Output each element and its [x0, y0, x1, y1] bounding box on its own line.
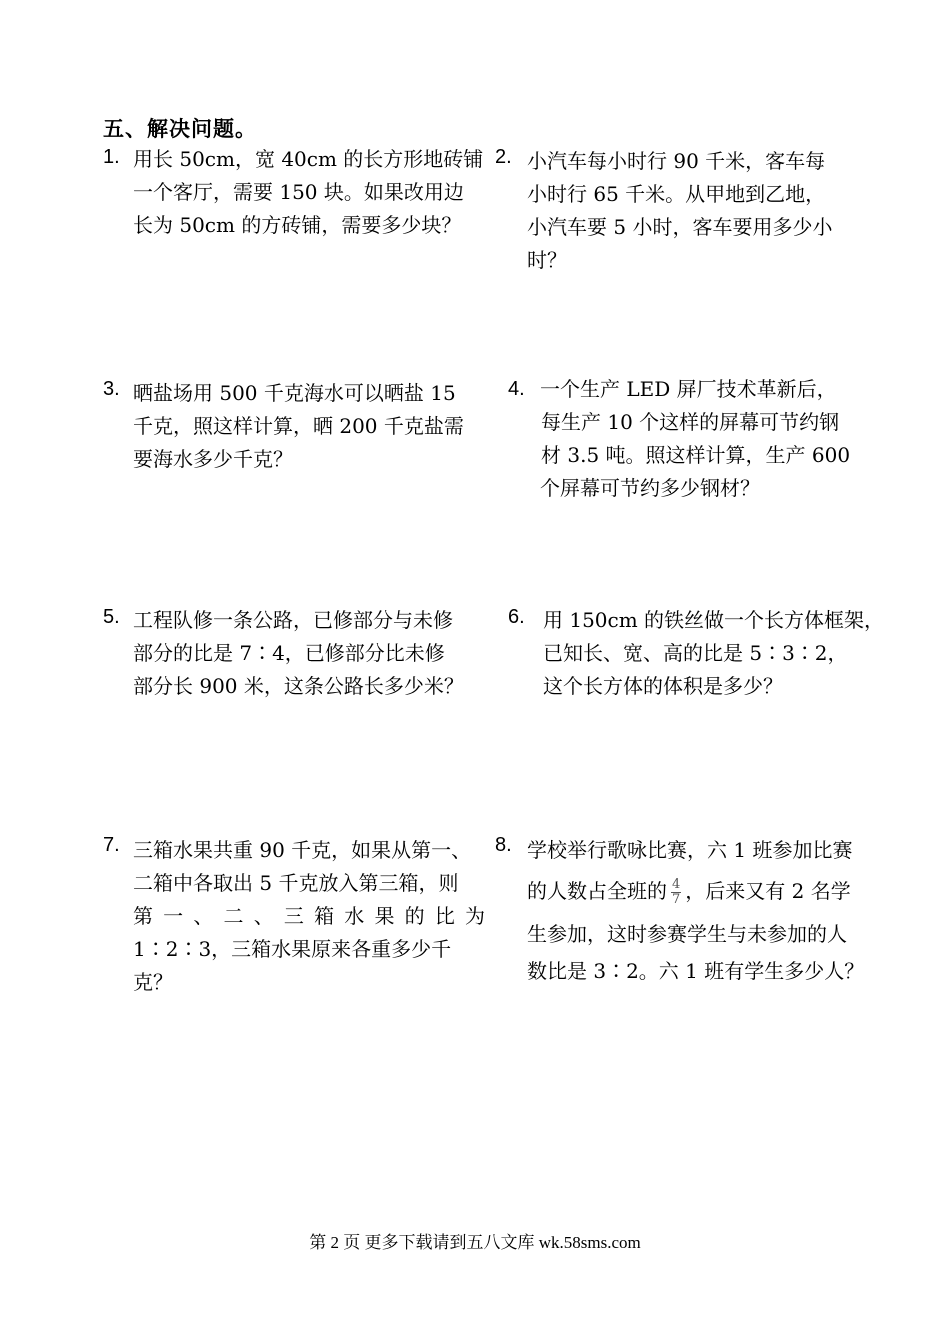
fraction-denominator: 7: [672, 892, 681, 907]
problem-7-line: 1∶2∶3，三箱水果原来各重多少千: [133, 937, 452, 961]
problem-8-line: [527, 868, 864, 914]
problem-2-line: 小汽车每小时行 90 千米，客车每: [527, 149, 826, 173]
problem-2-line: 时？: [527, 248, 567, 272]
problem-8-line: 学校举行歌咏比赛，六 1 班参加比赛: [527, 838, 853, 862]
problem-5-line: 工程队修一条公路，已修部分与未修: [133, 608, 453, 632]
problem-5-line: 部分的比是 7∶4，已修部分比未修: [133, 641, 445, 665]
problem-8-number: 8.: [495, 834, 512, 856]
fraction-four-sevenths: [671, 878, 681, 907]
problem-6: [543, 604, 884, 703]
problem-4: [540, 373, 850, 505]
problem-3: [133, 377, 464, 476]
page-footer: 第 2 页 更多下载请到五八文库 wk.58sms.com: [309, 1233, 641, 1252]
problem-5-number: 5.: [103, 606, 120, 628]
problem-1-line: 长为 50cm 的方砖铺，需要多少块？: [133, 213, 462, 237]
problem-7-line: 第一、二、三箱水果的比为: [133, 904, 485, 928]
problem-7-number: 7.: [103, 834, 120, 856]
problem-8-line: 数比是 3∶2。六 1 班有学生多少人？: [527, 959, 865, 983]
problem-3-line: 要海水多少千克？: [133, 447, 293, 471]
fraction-numerator: 4: [672, 877, 681, 892]
problem-4-line: 个屏幕可节约多少钢材？: [540, 476, 760, 500]
problem-6-number: 6.: [508, 606, 525, 628]
problem-4-line: 每生产 10 个这样的屏幕可节约钢: [541, 410, 840, 434]
problem-2-line: 小时行 65 千米。从甲地到乙地，: [527, 182, 826, 206]
problem-2-number: 2.: [495, 146, 512, 168]
problem-1-number: 1.: [103, 146, 120, 168]
problem-5-line: 部分长 900 米，这条公路长多少米？: [133, 674, 464, 698]
problem-6-line: 用 150cm 的铁丝做一个长方体框架，: [543, 608, 885, 632]
problem-8-text: 的人数占全班的: [527, 879, 667, 903]
problem-8: [527, 832, 864, 988]
problem-3-line: 晒盐场用 500 千克海水可以晒盐 15: [133, 381, 456, 405]
problem-6-line: 这个长方体的体积是多少？: [543, 674, 783, 698]
problem-8-text: ，后来又有 2 名学: [685, 879, 851, 903]
problem-4-line: 材 3.5 吨。照这样计算，生产 600: [541, 443, 851, 467]
problem-7: [133, 834, 485, 999]
problem-7-line: 克？: [133, 970, 173, 994]
problem-3-number: 3.: [103, 378, 120, 400]
section-title: 五、解决问题。: [103, 117, 257, 141]
problem-5: [133, 604, 464, 703]
problem-1-line: 用长 50cm，宽 40cm 的长方形地砖铺: [133, 147, 484, 171]
problem-6-line: 已知长、宽、高的比是 5∶3∶2，: [543, 641, 848, 665]
problem-2-line: 小汽车要 5 小时，客车要用多少小: [527, 215, 833, 239]
problem-4-number: 4.: [508, 378, 525, 400]
problem-8-line: 生参加，这时参赛学生与未参加的人: [527, 922, 847, 946]
problem-4-line: 一个生产 LED 屏厂技术革新后，: [540, 377, 837, 401]
problem-7-line: 三箱水果共重 90 千克，如果从第一、: [133, 838, 472, 862]
problem-1-line: 一个客厅，需要 150 块。如果改用边: [133, 180, 464, 204]
problem-3-line: 千克，照这样计算，晒 200 千克盐需: [133, 414, 464, 438]
problem-7-line: 二箱中各取出 5 千克放入第三箱，则: [133, 871, 459, 895]
problem-2: [527, 145, 832, 277]
problem-1: [133, 143, 483, 242]
